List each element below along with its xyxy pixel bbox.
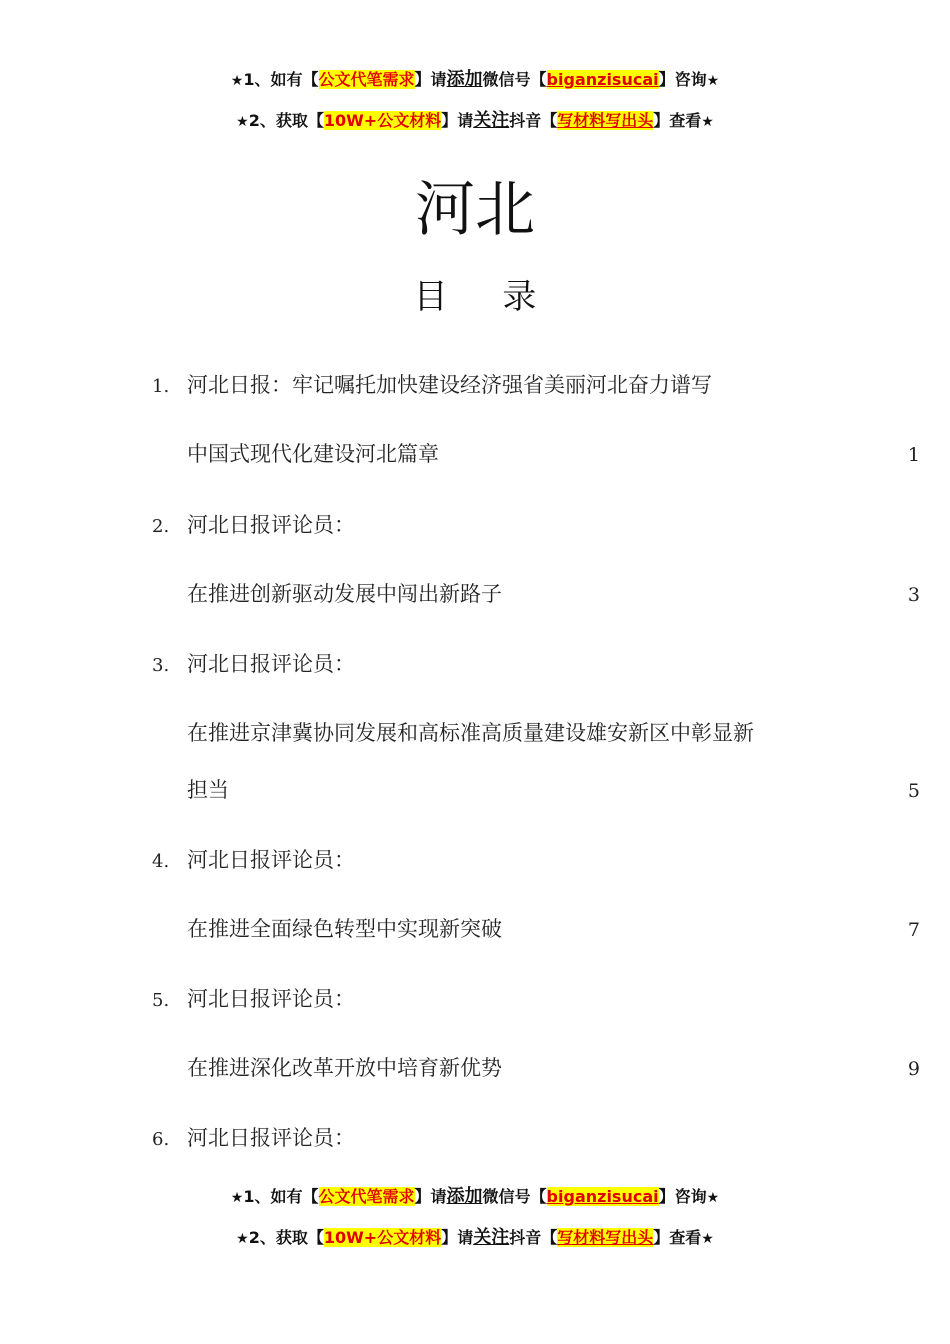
toc-page-number: 3 <box>907 584 920 606</box>
toc-entry-title[interactable]: 中国式现代化建设河北篇章 <box>187 442 439 466</box>
toc-entry-title[interactable]: 在推进全面绿色转型中实现新突破 <box>187 917 502 941</box>
star-icon: ★ <box>706 1190 720 1206</box>
toc-page-number: 9 <box>907 1058 920 1080</box>
banner-text: 】咨询 <box>658 70 707 89</box>
banner-underlined-text: 关注 <box>473 110 510 131</box>
banner-text: 抖音【 <box>509 111 558 130</box>
banner-text: 1、如有【 <box>243 1187 319 1206</box>
banner-text: 】咨询 <box>658 1187 707 1206</box>
douyin-id-highlight: 写材料写出头 <box>557 1228 654 1247</box>
promo-banner-top-line-1 <box>0 69 950 92</box>
star-icon: ★ <box>701 114 714 130</box>
toc-entry-title[interactable]: 河北日报：牢记嘱托加快建设经济强省美丽河北奋力谱写 <box>187 373 712 397</box>
banner-text: 】查看 <box>653 111 702 130</box>
banner-underlined-text: 添加 <box>446 1186 483 1207</box>
banner-text: 】请 <box>441 1228 474 1247</box>
toc-entry-title[interactable]: 在推进创新驱动发展中闯出新路子 <box>187 582 502 606</box>
toc-page-number: 1 <box>907 444 920 466</box>
toc-heading: 目 录 <box>413 277 559 317</box>
banner-underlined-text: 添加 <box>446 69 483 90</box>
banner-text: 】请 <box>441 111 474 130</box>
toc-entry-number: 3. <box>152 655 170 676</box>
banner-highlight: 公文代笔需求 <box>318 70 415 89</box>
promo-banner-bottom-line-2 <box>0 1227 950 1250</box>
banner-underlined-text: 关注 <box>473 1227 510 1248</box>
banner-text: 1、如有【 <box>243 70 319 89</box>
toc-entry-number: 2. <box>152 516 170 537</box>
toc-entry-number: 1. <box>152 376 170 397</box>
douyin-id-highlight: 写材料写出头 <box>557 111 654 130</box>
star-icon: ★ <box>706 73 720 89</box>
star-icon: ★ <box>236 1231 249 1247</box>
wechat-id-highlight: biganzisucai <box>546 1187 659 1206</box>
toc-entry-title[interactable]: 河北日报评论员： <box>187 848 355 872</box>
toc-entry-title[interactable]: 在推进京津冀协同发展和高标准高质量建设雄安新区中彰显新 <box>187 721 754 745</box>
toc-page-number: 7 <box>907 919 920 941</box>
toc-entry-title[interactable]: 河北日报评论员： <box>187 652 355 676</box>
toc-entry-number: 6. <box>152 1129 170 1150</box>
wechat-id-highlight: biganzisucai <box>546 70 659 89</box>
banner-highlight: 公文代笔需求 <box>318 1187 415 1206</box>
banner-text: 】查看 <box>653 1228 702 1247</box>
banner-text: 】请 <box>414 1187 447 1206</box>
toc-entry-number: 4. <box>152 851 170 872</box>
star-icon: ★ <box>230 1190 244 1206</box>
star-icon: ★ <box>701 1231 714 1247</box>
toc-entry-title[interactable]: 担当 <box>187 778 229 802</box>
star-icon: ★ <box>230 73 244 89</box>
banner-text: 微信号【 <box>482 1187 547 1206</box>
promo-banner-bottom-line-1 <box>0 1186 950 1209</box>
banner-text: 微信号【 <box>482 70 547 89</box>
banner-text: 2、获取【 <box>248 1228 324 1247</box>
toc-entry-title[interactable]: 在推进深化改革开放中培育新优势 <box>187 1056 502 1080</box>
toc-page-number: 5 <box>907 780 920 802</box>
document-title: 河北 <box>415 175 535 245</box>
banner-text: 】请 <box>414 70 447 89</box>
toc-entry-title[interactable]: 河北日报评论员： <box>187 513 355 537</box>
star-icon: ★ <box>236 114 249 130</box>
toc-entry-title[interactable]: 河北日报评论员： <box>187 987 355 1011</box>
banner-highlight: 10W+公文材料 <box>323 1228 442 1247</box>
promo-banner-top-line-2 <box>0 110 950 133</box>
banner-text: 2、获取【 <box>248 111 324 130</box>
toc-entry-title[interactable]: 河北日报评论员： <box>187 1126 355 1150</box>
banner-highlight: 10W+公文材料 <box>323 111 442 130</box>
banner-text: 抖音【 <box>509 1228 558 1247</box>
toc-entry-number: 5. <box>152 990 170 1011</box>
